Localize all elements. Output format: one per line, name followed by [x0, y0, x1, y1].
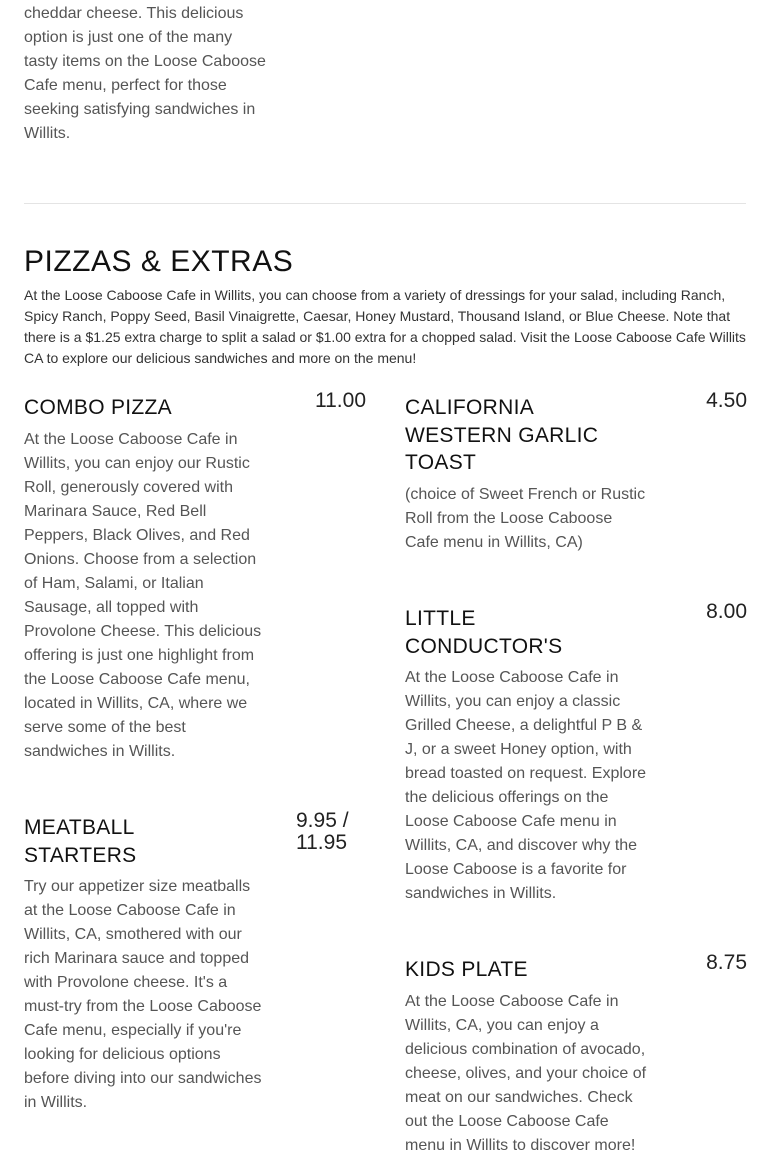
item-name: COMBO PIZZA — [24, 396, 172, 419]
item-price: 4.50 — [706, 389, 747, 412]
menu-item-meatball-starters — [24, 809, 366, 1114]
previous-item-description: cheddar cheese. This delicious option is just one of the many tasty items on the Loose Caboose Cafe menu, perfect for those seeking satisfying sandwiches in Willits. — [24, 5, 266, 142]
menu-item-little-conductors — [405, 600, 747, 905]
section-divider — [24, 203, 746, 204]
menu-item-kids-plate — [405, 951, 747, 1154]
item-description: Try our appetizer size meatballs at the Loose Caboose Cafe in Willits, CA, smothered with our rich Marinara sauce and topped with Provolone cheese. It's a must-try from the Loose Caboose Cafe menu, especially if you're looking for delicious options before diving into our sandwiches in Willits. — [24, 878, 262, 1111]
item-price: 11.00 — [315, 389, 366, 412]
item-description: (choice of Sweet French or Rustic Roll from the Loose Caboose Cafe menu in Willits, CA) — [405, 486, 646, 551]
section-description: At the Loose Caboose Cafe in Willits, you can choose from a variety of dressings for your salad, including Ranch, Spicy Ranch, Poppy Seed, Basil Vinaigrette, Caesar, Honey Mustard, Thousand Island, or Blue Cheese. Note that there is a $1.25 extra charge to split a salad or $1.00 extra for a chopped salad. Visit the Loose Caboose Cafe Willits CA to explore our delicious sandwiches and more on the menu! — [24, 287, 746, 366]
item-description: At the Loose Caboose Cafe in Willits, you can enjoy a classic Grilled Cheese, a delightful P B & J, or a sweet Honey option, with bread toasted on request. Explore the delicious offerings on the Loose Caboose Cafe menu in Willits, CA, and discover why the Loose Caboose is a favorite for sandwiches in Willits. — [405, 669, 647, 902]
item-price: 8.00 — [706, 600, 747, 623]
item-name: CALIFORNIA WESTERN GARLIC TOAST — [405, 396, 599, 474]
item-name: MEATBALL STARTERS — [24, 816, 137, 867]
section-title: PIZZAS & EXTRAS — [24, 245, 294, 278]
menu-item-california-western-garlic-toast — [405, 389, 747, 554]
item-name: LITTLE CONDUCTOR'S — [405, 607, 563, 658]
item-price: 9.95 / 11.95 — [296, 809, 349, 854]
item-description: At the Loose Caboose Cafe in Willits, you can enjoy our Rustic Roll, generously covered with Marinara Sauce, Red Bell Peppers, Black Olives, and Red Onions. Choose from a selection of Ham, Salami, or Italian Sausage, all topped with Provolone Cheese. This delicious offering is just one highlight from the Loose Caboose Cafe menu, located in Willits, CA, where we serve some of the best sandwiches in Willits. — [24, 431, 262, 760]
item-name: KIDS PLATE — [405, 958, 528, 981]
menu-item-combo-pizza — [24, 389, 366, 774]
item-price: 8.75 — [706, 951, 747, 974]
item-description: At the Loose Caboose Cafe in Willits, CA, you can enjoy a delicious combination of avocado, cheese, olives, and your choice of meat on our sandwiches. Check out the Loose Caboose Cafe menu in Willits to discover more! — [405, 993, 647, 1154]
